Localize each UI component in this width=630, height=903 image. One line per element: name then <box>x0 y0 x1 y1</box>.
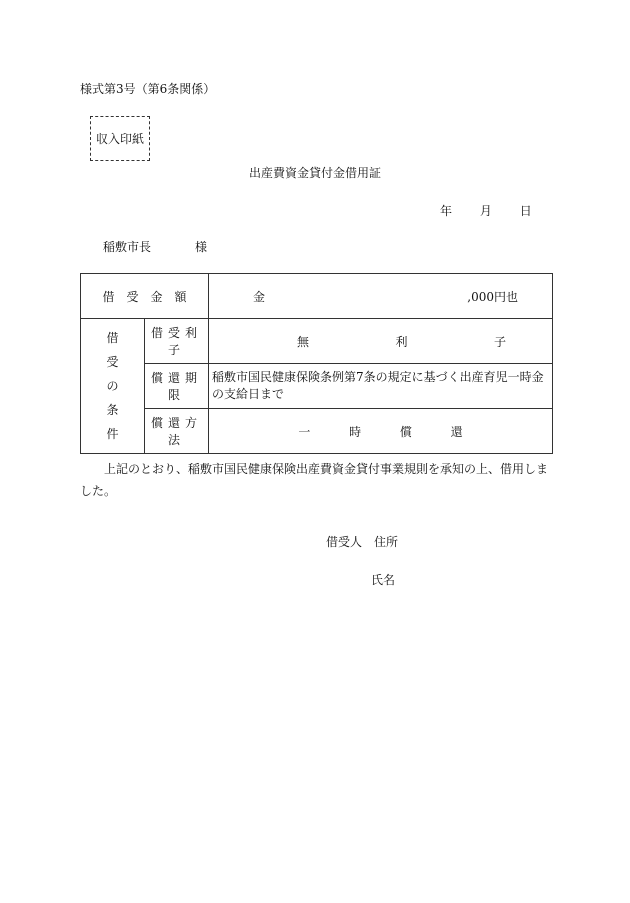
borrower-label: 借受人 <box>326 535 363 549</box>
borrower-address-line <box>326 533 398 550</box>
interest-label: 借受利子 <box>145 319 209 364</box>
interest-row <box>81 319 553 364</box>
date-day: 日 <box>519 204 532 218</box>
date-month: 月 <box>479 204 492 218</box>
conditions-label <box>81 319 145 454</box>
acknowledgement-statement: 上記のとおり、稲敷市国民健康保険出産費資金貸付事業規則を承知の上、借用しました。 <box>80 462 549 498</box>
repay-method-char: 一 <box>298 424 311 439</box>
conditions-char: 条 <box>106 403 119 417</box>
date-year: 年 <box>440 204 453 218</box>
borrower-name-label: 氏名 <box>371 573 396 587</box>
amount-row <box>81 274 553 319</box>
revenue-stamp-box <box>90 116 150 161</box>
repay-method-label: 償還方法 <box>145 409 209 454</box>
amount-value <box>209 274 553 319</box>
interest-char: 無 <box>297 334 310 349</box>
addressee-name: 稲敷市長 <box>103 240 152 254</box>
interest-value <box>209 319 553 364</box>
document-title: 出産費資金貸付金借用証 <box>248 166 381 180</box>
address-label: 住所 <box>374 535 399 549</box>
repay-period-row <box>81 364 553 409</box>
repay-method-row <box>81 409 553 454</box>
stamp-label: 収入印紙 <box>95 132 144 146</box>
repay-method-char: 時 <box>349 424 362 439</box>
amount-label: 借 受 金 額 <box>81 274 209 319</box>
conditions-char: 借 <box>106 331 119 345</box>
repay-period-label: 償還期限 <box>145 364 209 409</box>
repay-period-text: 稲敷市国民健康保険条例第7条の規定に基づく出産育児一時金の支給日まで <box>212 370 544 401</box>
interest-char: 子 <box>493 334 506 349</box>
amount-prefix: 金 <box>253 289 266 304</box>
amount-suffix: ,000円也 <box>467 289 518 304</box>
addressee <box>103 238 207 255</box>
conditions-char: 受 <box>106 355 119 369</box>
repay-method-value <box>209 409 553 454</box>
repay-period-value <box>209 364 553 409</box>
date-line <box>440 202 556 219</box>
conditions-char: の <box>106 379 119 393</box>
addressee-honorific: 様 <box>195 240 208 254</box>
loan-terms-table <box>80 273 553 454</box>
repay-method-char: 償 <box>399 424 412 439</box>
form-number: 様式第3号（第6条関係） <box>80 82 216 96</box>
repay-method-char: 還 <box>450 424 463 439</box>
conditions-char: 件 <box>106 427 119 441</box>
interest-char: 利 <box>395 334 408 349</box>
